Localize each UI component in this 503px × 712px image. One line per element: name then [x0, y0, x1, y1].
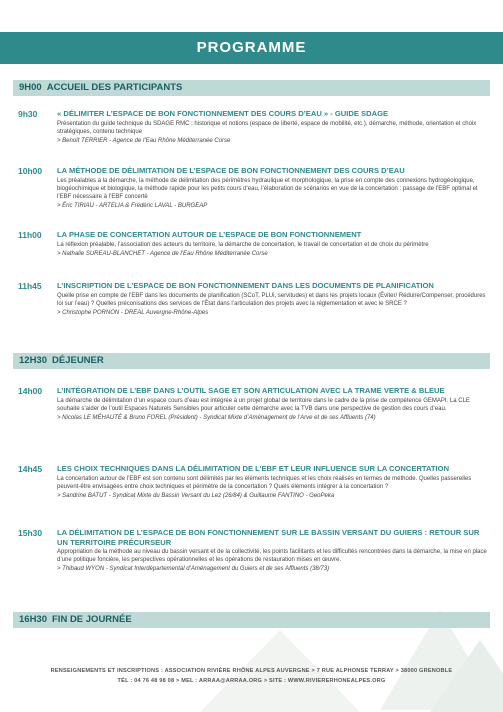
- item-description: Les préalables à la démarche, la méthode de délimitation des périmètres hydraulique et morphologique, la prise en compte des connexions hydrogéologique, biogéochimique et biologique, la méthode rapide pour les petits cours d’eau, l’élaboration de scénarios en vue de la concertation : passage de l’EBF optimal et l’EBF nécessaire à l’EBF concerté: [57, 177, 478, 200]
- section-label: ACCUEIL DES PARTICIPANTS: [46, 82, 183, 93]
- item-title: LA PHASE DE CONCERTATION AUTOUR DE L’ESPACE DE BON FONCTIONNEMENT: [57, 230, 362, 239]
- item-description: La concertation autour de l’EBF est son contenu sont délimités par les éléments techniques et les choix réalisés en termes de méthode. Quelles passerelles peuvent-être envisagées entre choix techniques et périmètre de la concertation ? Quels éléments intégrer à la concertation ?: [57, 475, 472, 490]
- section-label: DÉJEUNER: [52, 355, 104, 366]
- item-speaker: > Nathalie SUREAU-BLANCHET - Agence de l’Eau Rhône Méditerranée Corse: [57, 250, 268, 257]
- footer: [0, 666, 503, 712]
- item-speaker: > Sandrine BATUT - Syndicat Mixte du Bassin Versant du Lez (26/84) & Guillaume FANTINO - GeoPeka: [57, 492, 335, 499]
- section-time: 16H30: [19, 614, 47, 625]
- footer-contact-line: RENSEIGNEMENTS ET INSCRIPTIONS : ASSOCIATION RIVIÈRE RHÔNE ALPES AUVERGNE > 7 RUE ALPHONSE TERRAY > 38000 GRENOBLE: [50, 668, 453, 674]
- item-speaker: > Benoît TERRIER - Agence de l’Eau Rhône Méditerranée Corse: [57, 137, 231, 144]
- item-title: L’INSCRIPTION DE L’ESPACE DE BON FONCTIONNEMENT DANS LES DOCUMENTS DE PLANIFICATION: [57, 281, 434, 290]
- item-time: 9h30: [18, 109, 38, 119]
- section-time: 9H00: [19, 82, 42, 93]
- section-label: FIN DE JOURNÉE: [52, 614, 132, 625]
- item-speaker: > Thibaud WYON - Syndicat Interdépartemental d’Aménagement du Guiers et de ses Affluents (38/73): [57, 566, 330, 573]
- item-time: 15h30: [18, 528, 43, 538]
- item-description: Quelle prise en compte de l’EBF dans les documents de planification (SCoT, PLUi, servitudes) et dans les projets locaux (Éviter/ Réduire/Compenser, procédures loi sur l’eau) ? Quelles préconisations des services de l’État dans l’articulation des projets avec la réglementation et avec le SRCE ?: [57, 292, 486, 307]
- item-title: LA MÉTHODE DE DÉLIMITATION DE L’ESPACE DE BON FONCTIONNEMENT DES COURS D’EAU: [57, 166, 405, 175]
- item-speaker: > Christophe PORNON - DREAL Auvergne-Rhône-Alpes: [57, 309, 209, 316]
- section-accueil: [13, 80, 490, 96]
- item-title: LES CHOIX TECHNIQUES DANS LA DÉLIMITATION DE L’EBF ET LEUR INFLUENCE SUR LA CONCERTATION: [57, 464, 450, 473]
- item-title: LA DÉLIMITATION DE L’ESPACE DE BON FONCTIONNEMENT SUR LE BASSIN VERSANT DU GUIERS : RETOUR SUR UN TERRITOIRE PRÉCURSEUR: [57, 528, 480, 547]
- item-title: L’INTÉGRATION DE L’EBF DANS L’OUTIL SAGE ET SON ARTICULATION AVEC LA TRAME VERTE & BLEUE: [57, 386, 445, 395]
- item-title: « DÉLIMITER L’ESPACE DE BON FONCTIONNEMENT DES COURS D’EAU » - GUIDE SDAGE: [57, 109, 389, 118]
- item-speaker: > Éric TIRIAU - ARTELIA & Frédéric LAVAL - BURGEAP: [57, 203, 208, 210]
- page-title: PROGRAMME: [196, 39, 307, 56]
- item-speaker: > Nicolas LE MÉHAUTÉ & Bruno FOREL (Président) - Syndicat Mixte d’Aménagement de l’Arve et de ses Affluents (74): [57, 414, 376, 421]
- section-dejeuner: [13, 353, 490, 369]
- item-description: La démarche de délimitation d’un espace cours d’eau est intégrée à un projet global de territoire dans le cadre de la prise de compétence GEMAPI. La CLE souhaite s’aider de l’outil Espaces Naturels Sensibles pour articuler cette démarche avec la TVB dans une perspective de gestion des cours d’eau.: [57, 397, 470, 412]
- footer-web-line: TÉL : 04 76 48 98 08 > MEL : ARRAA@ARRAA.ORG > SITE : WWW.RIVIERERHONEALPES.ORG: [117, 678, 386, 684]
- item-time: 14h00: [18, 386, 43, 396]
- item-time: 11h45: [18, 281, 42, 291]
- item-time: 10h00: [18, 166, 43, 176]
- item-time: 14h45: [18, 464, 43, 474]
- item-description: La réflexion préalable, l’association des acteurs du territoire, la démarche de concertation, le travail de concertation et de choix du périmètre: [57, 241, 429, 248]
- item-time: 11h00: [18, 230, 42, 240]
- section-fin: [13, 612, 490, 628]
- item-description: Présentation du guide technique du SDAGE RMC : historique et notions (espace de liberté, espace de mobilité, etc.), démarche, méthode, orientation et choix stratégiques, contenu technique: [57, 120, 477, 135]
- programme-banner: [0, 32, 503, 64]
- item-description: Appropriation de la méthode au niveau du bassin versant et de la collectivité, les points facilitants et les difficultés rencontrées dans la démarche, la mise en place d’une politique foncière, les perspectives opérationnelles et les opérations de restauration mises en œuvre.: [57, 549, 487, 564]
- section-time: 12H30: [19, 355, 47, 366]
